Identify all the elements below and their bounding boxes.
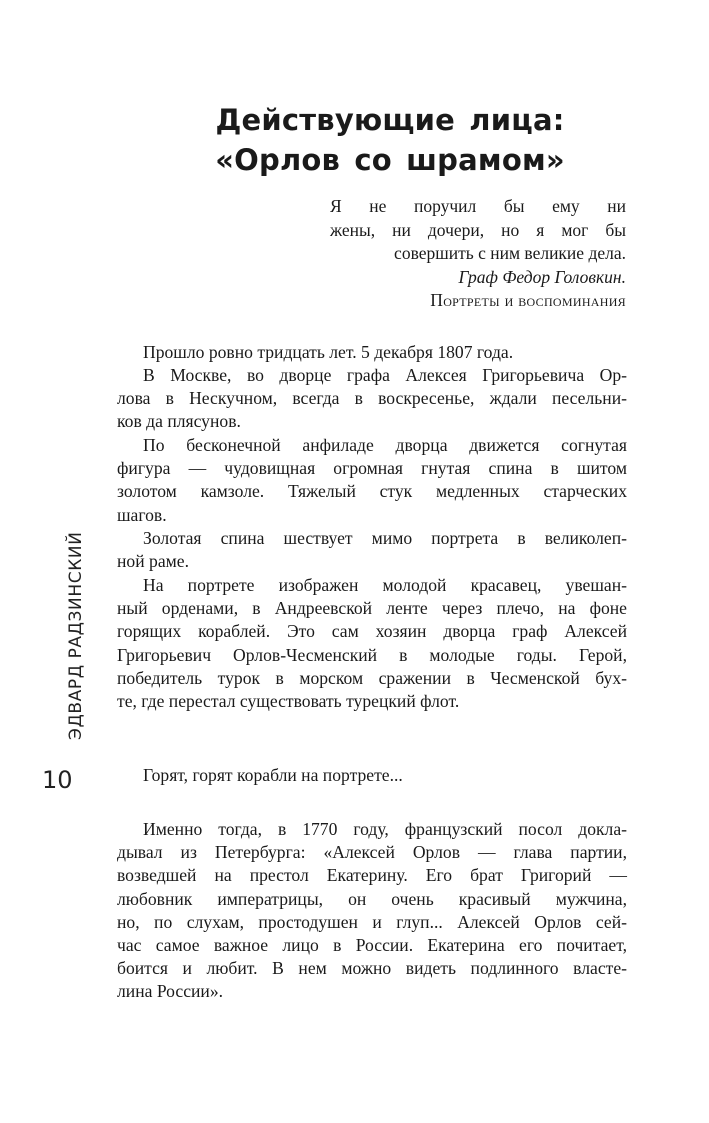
chapter-title-line-2: «Орлов со шрамом» <box>215 143 565 177</box>
text-line: дывал из Петербурга: «Алексей Орлов — глава партии, <box>117 842 627 863</box>
page-number: 10 <box>42 766 73 794</box>
text-line: Золотая спина шествует мимо портрета в великолеп- <box>143 528 627 548</box>
text-line: Григорьевич Орлов-Чесменский в молодые годы. Герой, <box>117 644 627 665</box>
text-line: На портрете изображен молодой красавец, увешан- <box>143 575 627 595</box>
text-line: ной раме. <box>117 551 189 572</box>
text-line: Прошло ровно тридцать лет. 5 декабря 1807 года. <box>143 342 514 362</box>
text-line: горящих кораблей. Это сам хозяин дворца граф Алексей <box>117 621 627 642</box>
running-head-author: ЭДВАРД РАДЗИНСКИЙ <box>66 531 86 740</box>
text-line: В Москве, во дворце графа Алексея Григорьевича Ор- <box>143 365 627 385</box>
epigraph-line: жены, ни дочери, но я мог бы <box>330 219 626 240</box>
text-line: лина России». <box>117 981 224 1002</box>
epigraph-line: Я не поручил бы ему ни <box>330 196 626 216</box>
text-line: ков да плясунов. <box>117 411 241 432</box>
text-line: Именно тогда, в 1770 году, французский посол доклa- <box>143 819 627 839</box>
text-line: золотом камзоле. Тяжелый стук медленных старческих <box>117 481 627 502</box>
chapter-title-line-1: Действующие лица: <box>215 103 565 137</box>
text-line: Горят, горят корабли на портрете... <box>143 765 403 785</box>
epigraph <box>330 195 626 313</box>
paragraph-5 <box>117 574 627 713</box>
text-line: час самое важное лицо в России. Екатерина его почитает, <box>117 934 627 955</box>
text-line: фигура — чудовищная огромная гнутая спина в шитом <box>117 458 627 479</box>
paragraph-4 <box>117 527 627 573</box>
epigraph-author: Граф Федор Головкин. <box>458 266 626 287</box>
paragraph-7 <box>117 818 627 1004</box>
epigraph-line: совершить с ним великие дела. <box>394 243 626 263</box>
text-line: возведшей на престол Екатерину. Его брат Григорий — <box>117 865 627 886</box>
text-line: те, где перестал существовать турецкий флот. <box>117 690 460 711</box>
text-line: победитель турок в морском сражении в Чесменской бух- <box>117 667 627 688</box>
text-line: По бесконечной анфиладе дворца движется согнутая <box>143 435 627 455</box>
paragraph-6 <box>117 764 627 787</box>
text-line: любовник императрицы, он очень красивый мужчина, <box>117 888 627 909</box>
text-line: лова в Нескучном, всегда в воскресенье, ждали песельни- <box>117 388 627 409</box>
epigraph-source: Портреты и воспоминания <box>430 290 626 310</box>
text-line: боится и любит. В нем можно видеть подлинного власте- <box>117 958 627 979</box>
text-line: но, по слухам, простодушен и глуп... Алексей Орлов сей- <box>117 911 627 932</box>
text-line: шагов. <box>117 504 167 525</box>
text-line: ный орденами, в Андреевской ленте через плечо, на фоне <box>117 598 627 619</box>
paragraph-3 <box>117 434 627 527</box>
paragraph-1 <box>117 341 627 364</box>
paragraph-2 <box>117 364 627 434</box>
